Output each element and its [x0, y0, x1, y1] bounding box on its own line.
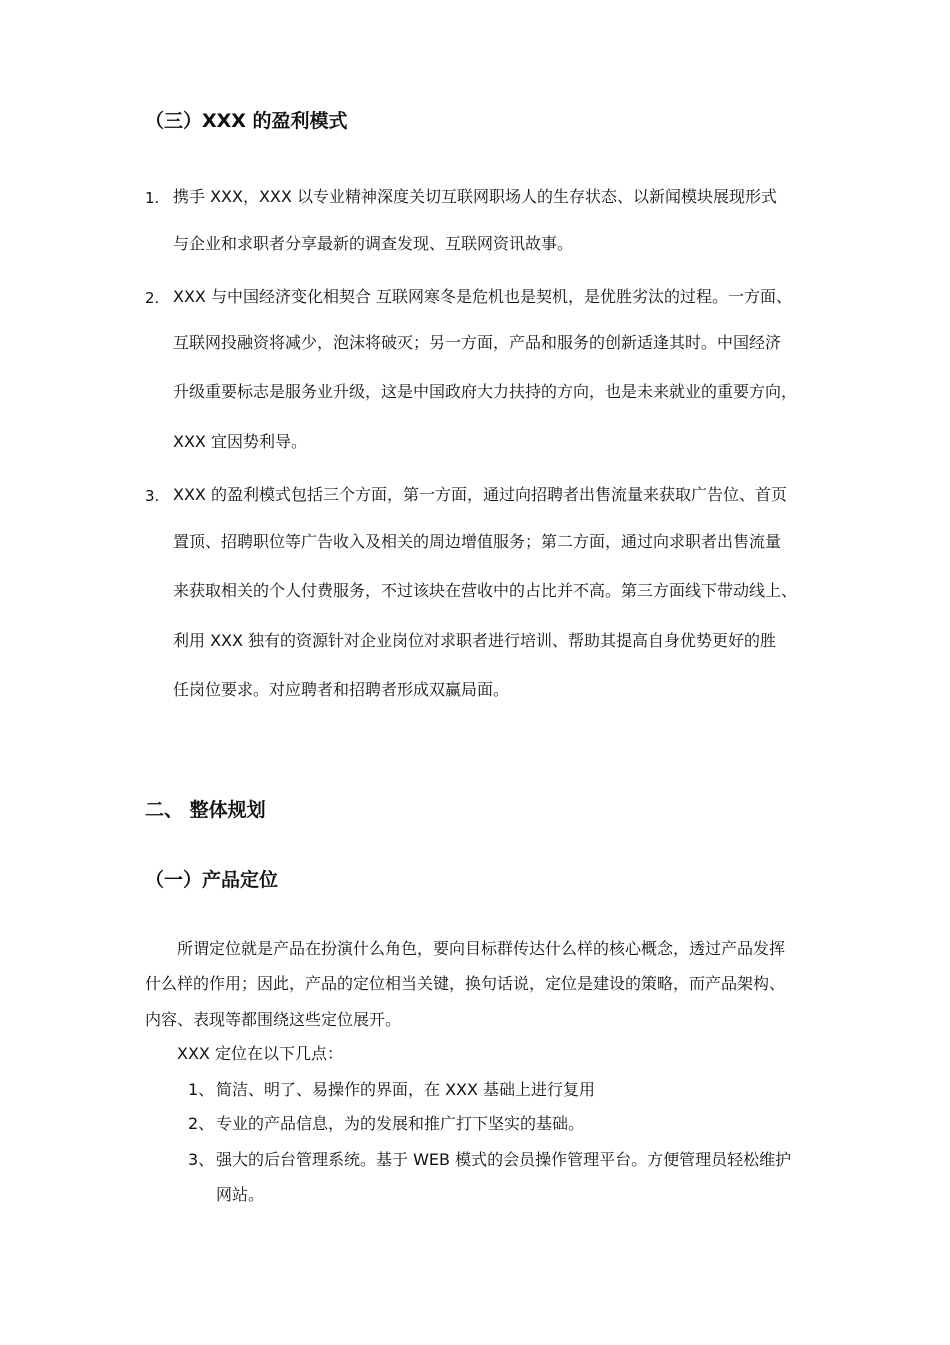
section-heading-profit-model: （三）XXX 的盈利模式 [145, 110, 348, 132]
list-item-number: 1. [145, 189, 160, 207]
paragraph-line: 内容、表现等都围绕这些定位展开。 [145, 1010, 402, 1029]
list-item-line: 与企业和求职者分享最新的调查发现、互联网资讯故事。 [173, 234, 574, 253]
list-item-line: 互联网投融资将减少，泡沫将破灭；另一方面，产品和服务的创新适逢其时。中国经济 [173, 333, 782, 352]
point-number: 2、 [188, 1114, 215, 1133]
point-line: 简洁、明了、易操作的界面，在 XXX 基础上进行复用 [216, 1080, 596, 1099]
list-item-line: 利用 XXX 独有的资源针对企业岗位对求职者进行培训、帮助其提高自身优势更好的胜 [173, 631, 777, 650]
list-item-line: XXX 宜因势利导。 [173, 432, 307, 451]
list-item-line: 携手 XXX，XXX 以专业精神深度关切互联网职场人的生存状态、以新闻模块展现形式 [173, 187, 777, 206]
part-heading-overall-plan: 二、 整体规划 [145, 799, 266, 821]
list-item-line: 任岗位要求。对应聘者和招聘者形成双赢局面。 [173, 680, 510, 699]
list-item-line: 置顶、招聘职位等广告收入及相关的周边增值服务；第二方面，通过向求职者出售流量 [173, 532, 782, 551]
point-number: 3、 [188, 1150, 215, 1169]
list-item-line: 升级重要标志是服务业升级，这是中国政府大力扶持的方向，也是未来就业的重要方向， [173, 382, 798, 401]
positioning-lead: XXX 定位在以下几点： [177, 1044, 343, 1063]
list-item-number: 3. [145, 487, 160, 505]
list-item-line: XXX 与中国经济变化相契合 互联网寒冬是危机也是契机，是优胜劣汰的过程。一方面、 [173, 287, 793, 306]
list-item-number: 2. [145, 289, 160, 307]
paragraph-line: 所谓定位就是产品在扮演什么角色，要向目标群传达什么样的核心概念，透过产品发挥 [177, 939, 786, 958]
point-line: 强大的后台管理系统。基于 WEB 模式的会员操作管理平台。方便管理员轻松维护 [216, 1150, 792, 1169]
point-line: 网站。 [216, 1185, 265, 1204]
section-heading-product-positioning: （一）产品定位 [145, 869, 279, 891]
point-line: 专业的产品信息，为的发展和推广打下坚实的基础。 [216, 1114, 585, 1133]
paragraph-line: 什么样的作用；因此，产品的定位相当关键，换句话说，定位是建设的策略，而产品架构、 [145, 974, 786, 993]
list-item-line: 来获取相关的个人付费服务，不过该块在营收中的占比并不高。第三方面线下带动线上、 [173, 581, 798, 600]
point-number: 1、 [188, 1080, 215, 1099]
list-item-line: XXX 的盈利模式包括三个方面，第一方面，通过向招聘者出售流量来获取广告位、首页 [173, 485, 787, 504]
